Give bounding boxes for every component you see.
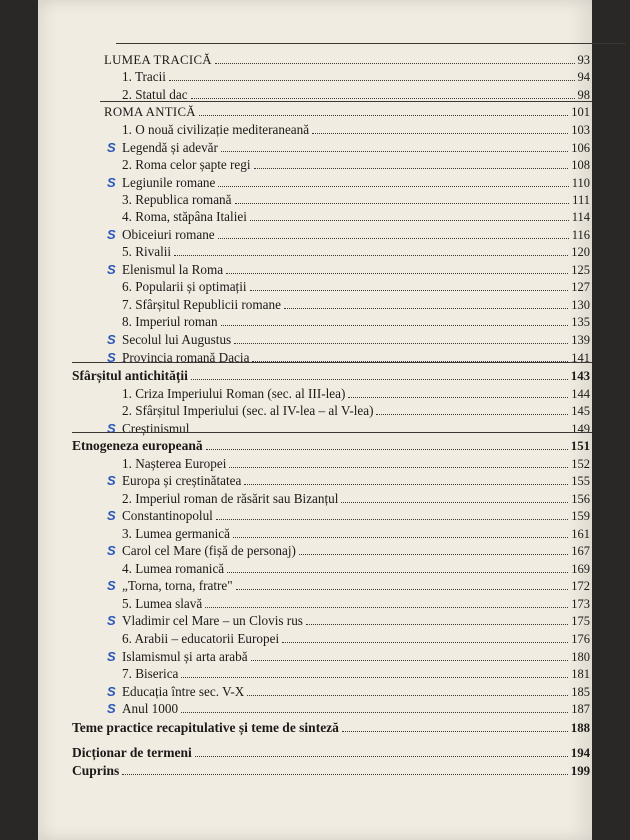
toc-entry-title: Cuprins — [72, 763, 120, 778]
toc-entry — [38, 577, 592, 595]
toc-entry-page-number: 103 — [571, 123, 590, 137]
toc-entry-title: Provincia romană Dacia — [122, 350, 250, 365]
toc-entry-page-number: 125 — [571, 263, 590, 277]
toc-dot-leader — [251, 660, 569, 661]
toc-dot-leader — [250, 290, 569, 291]
toc-entry-title: Sfârșitul antichității — [72, 368, 188, 383]
toc-entry-title: 1. Nașterea Europei — [122, 456, 227, 471]
toc-entry-title: 4. Lumea romanică — [122, 561, 225, 576]
toc-dot-leader — [218, 238, 569, 239]
toc-entry — [38, 420, 592, 438]
toc-entry-title: Legiunile romane — [122, 175, 216, 190]
toc-dot-leader — [306, 624, 568, 625]
toc-entry-title: 3. Republica romană — [122, 192, 232, 207]
toc-entry — [38, 51, 592, 69]
toc-entry-title: Secolul lui Augustus — [122, 332, 232, 347]
toc-entry-page-number: 135 — [571, 315, 590, 329]
toc-entry-title: Anul 1000 — [122, 701, 179, 716]
toc-entry-title: Constantinopolul — [122, 508, 213, 523]
toc-dot-leader — [284, 308, 568, 309]
toc-entry-title: „Torna, torna, fratre" — [122, 578, 233, 593]
s-marker-icon: S — [107, 262, 116, 277]
toc-entry — [38, 542, 592, 560]
toc-entry-title: LUMEA TRACICĂ — [104, 53, 212, 67]
toc-entry-title: Etnogeneza europeană — [72, 438, 203, 453]
toc-entry — [38, 208, 592, 226]
toc-entry-title: 2. Sfârșitul Imperiului (sec. al IV-lea – al V-lea) — [122, 403, 374, 418]
toc-entry-page-number: 144 — [571, 387, 590, 401]
toc-entry-page-number: 172 — [571, 579, 590, 593]
toc-entry-page-number: 181 — [571, 667, 590, 681]
toc-dot-leader — [195, 756, 568, 757]
toc-entry-page-number: 155 — [571, 474, 590, 488]
toc-dot-leader — [254, 168, 569, 169]
toc-entry — [38, 385, 592, 403]
toc-entry-title: Dicționar de termeni — [72, 745, 192, 760]
toc-entry — [38, 121, 592, 139]
toc-dot-leader — [221, 325, 569, 326]
toc-entry-title: 1. Criza Imperiului Roman (sec. al III-lea) — [122, 386, 346, 401]
toc-entry — [38, 560, 592, 578]
toc-entry-page-number: 159 — [571, 509, 590, 523]
toc-dot-leader — [191, 98, 575, 99]
toc-entry-page-number: 101 — [571, 105, 590, 119]
toc-entry — [38, 313, 592, 331]
toc-dot-leader — [244, 484, 568, 485]
toc-entry — [38, 595, 592, 613]
toc-entry-page-number: 180 — [571, 650, 590, 664]
toc-entry-title: 5. Lumea slavă — [122, 596, 203, 611]
toc-entry — [38, 243, 592, 261]
toc-entry-title: Creștinismul — [122, 421, 190, 436]
toc-entry-title: 1. O nouă civilizație mediteraneană — [122, 122, 310, 137]
toc-entry-title: 7. Biserica — [122, 666, 179, 681]
toc-entry-page-number: 156 — [571, 492, 590, 506]
s-marker-icon: S — [107, 175, 116, 190]
toc-dot-leader — [205, 607, 568, 608]
s-marker-icon: S — [107, 578, 116, 593]
toc-entry-title: Islamismul și arta arabă — [122, 649, 248, 664]
toc-entry — [38, 648, 592, 666]
toc-dot-leader — [282, 642, 568, 643]
toc-entry-title: Europa și creștinătatea — [122, 473, 242, 488]
toc-entry-page-number: 106 — [571, 141, 590, 155]
toc-entry — [38, 349, 592, 367]
toc-entry-page-number: 194 — [570, 746, 590, 760]
toc-dot-leader — [342, 731, 568, 732]
toc-entry-page-number: 127 — [571, 280, 590, 294]
top-rule — [116, 43, 626, 44]
section-rule — [72, 362, 592, 363]
toc-entry-title: Elenismul la Roma — [122, 262, 224, 277]
toc-entry-title: 7. Sfârșitul Republicii romane — [122, 297, 281, 312]
toc-entry — [38, 612, 592, 630]
toc-entry — [38, 156, 592, 174]
toc-entry — [38, 744, 592, 762]
toc-entry — [38, 278, 592, 296]
toc-entry-page-number: 120 — [571, 245, 590, 259]
toc-entry-title: 2. Roma celor șapte regi — [122, 157, 251, 172]
s-marker-icon: S — [107, 701, 116, 716]
toc-dot-leader — [250, 220, 569, 221]
toc-entry — [38, 331, 592, 349]
toc-entry-page-number: 98 — [577, 88, 590, 102]
s-marker-icon: S — [107, 649, 116, 664]
toc-entry-page-number: 116 — [571, 228, 590, 242]
toc-entry-page-number: 175 — [571, 614, 590, 628]
toc-dot-leader — [218, 186, 568, 187]
toc-entry — [38, 490, 592, 508]
s-marker-icon: S — [107, 684, 116, 699]
toc-entry-title: Legendă și adevăr — [122, 140, 218, 155]
toc-entry — [38, 683, 592, 701]
toc-entry-title: ROMA ANTICĂ — [104, 105, 196, 119]
toc-entry — [38, 455, 592, 473]
toc-dot-leader — [221, 151, 568, 152]
toc-entry-title: 2. Imperiul roman de răsărit sau Bizanțul — [122, 491, 339, 506]
toc-dot-leader — [233, 537, 568, 538]
toc-dot-leader — [181, 712, 568, 713]
toc-entry-page-number: 93 — [577, 53, 590, 67]
toc-entry-title: 3. Lumea germanică — [122, 526, 231, 541]
toc-entry — [38, 402, 592, 420]
toc-entry — [38, 191, 592, 209]
toc-dot-leader — [234, 343, 568, 344]
section-rule — [72, 432, 592, 433]
toc-entry-title: Vladimir cel Mare – un Clovis rus — [122, 613, 303, 628]
toc-entry-page-number: 173 — [571, 597, 590, 611]
toc-entry-title: Teme practice recapitulative și teme de sinteză — [72, 720, 339, 735]
table-of-contents — [38, 0, 592, 840]
s-marker-icon: S — [107, 421, 116, 436]
toc-entry — [38, 762, 592, 780]
s-marker-icon: S — [107, 140, 116, 155]
s-marker-icon: S — [107, 473, 116, 488]
toc-entry — [38, 665, 592, 683]
toc-entry — [38, 630, 592, 648]
toc-entry — [38, 174, 592, 192]
toc-entry — [38, 226, 592, 244]
section-rule — [100, 101, 592, 102]
toc-dot-leader — [226, 273, 568, 274]
toc-entry — [38, 139, 592, 157]
s-marker-icon: S — [107, 543, 116, 558]
toc-dot-leader — [312, 133, 568, 134]
s-marker-icon: S — [107, 332, 116, 347]
toc-entry-title: 2. Statul dac — [122, 87, 188, 102]
toc-entry-page-number: 145 — [571, 404, 590, 418]
toc-dot-leader — [122, 774, 568, 775]
toc-dot-leader — [191, 379, 568, 380]
toc-entry-page-number: 149 — [571, 422, 590, 436]
toc-dot-leader — [216, 519, 568, 520]
toc-entry-title: 5. Rivalii — [122, 244, 172, 259]
toc-entry — [38, 700, 592, 718]
toc-entry-page-number: 143 — [570, 369, 590, 383]
s-marker-icon: S — [107, 227, 116, 242]
s-marker-icon: S — [107, 508, 116, 523]
toc-dot-leader — [227, 572, 568, 573]
toc-dot-leader — [199, 115, 568, 116]
toc-entry-page-number: 185 — [571, 685, 590, 699]
book-page — [38, 0, 592, 840]
toc-entry-page-number: 161 — [571, 527, 590, 541]
toc-entry-title: 6. Popularii și optimații — [122, 279, 247, 294]
toc-entry-page-number: 152 — [571, 457, 590, 471]
toc-entry — [38, 296, 592, 314]
toc-entry-page-number: 110 — [571, 176, 590, 190]
toc-entry — [38, 68, 592, 86]
toc-dot-leader — [174, 255, 568, 256]
toc-dot-leader — [376, 414, 568, 415]
toc-dot-leader — [206, 449, 568, 450]
toc-entry-page-number: 139 — [571, 333, 590, 347]
toc-dot-leader — [348, 397, 568, 398]
toc-entry-page-number: 187 — [571, 702, 590, 716]
toc-dot-leader — [247, 695, 568, 696]
toc-entry-title: 1. Tracii — [122, 69, 166, 84]
toc-entry-page-number: 130 — [571, 298, 590, 312]
toc-entry — [38, 103, 592, 121]
s-marker-icon: S — [107, 350, 116, 365]
toc-entry-title: Educația între sec. V-X — [122, 684, 245, 699]
toc-entry-page-number: 151 — [570, 439, 590, 453]
toc-dot-leader — [299, 554, 568, 555]
toc-entry-page-number: 188 — [570, 721, 590, 735]
toc-dot-leader — [236, 589, 569, 590]
toc-dot-leader — [235, 203, 570, 204]
toc-entry — [38, 367, 592, 385]
toc-dot-leader — [229, 467, 568, 468]
toc-entry — [38, 525, 592, 543]
toc-entry-title: Carol cel Mare (fișă de personaj) — [122, 543, 296, 558]
toc-entry-page-number: 108 — [571, 158, 590, 172]
toc-entry-page-number: 167 — [571, 544, 590, 558]
toc-entry — [38, 507, 592, 525]
toc-entry-page-number: 169 — [571, 562, 590, 576]
toc-dot-leader — [169, 80, 575, 81]
toc-entry-title: 4. Roma, stăpâna Italiei — [122, 209, 247, 224]
toc-entry — [38, 719, 592, 737]
toc-entry-title: 8. Imperiul roman — [122, 314, 218, 329]
toc-entry-page-number: 141 — [571, 351, 590, 365]
toc-entry — [38, 437, 592, 455]
toc-entry-page-number: 199 — [570, 764, 590, 778]
toc-dot-leader — [215, 63, 575, 64]
toc-entry-title: 6. Arabii – educatorii Europei — [122, 631, 280, 646]
toc-entry — [38, 472, 592, 490]
toc-entry-page-number: 111 — [572, 193, 590, 207]
toc-dot-leader — [181, 677, 568, 678]
toc-entry — [38, 261, 592, 279]
s-marker-icon: S — [107, 613, 116, 628]
toc-dot-leader — [341, 502, 568, 503]
toc-entry-page-number: 94 — [577, 70, 590, 84]
toc-entry-title: Obiceiuri romane — [122, 227, 215, 242]
toc-entry-page-number: 114 — [571, 210, 590, 224]
toc-entry-page-number: 176 — [571, 632, 590, 646]
